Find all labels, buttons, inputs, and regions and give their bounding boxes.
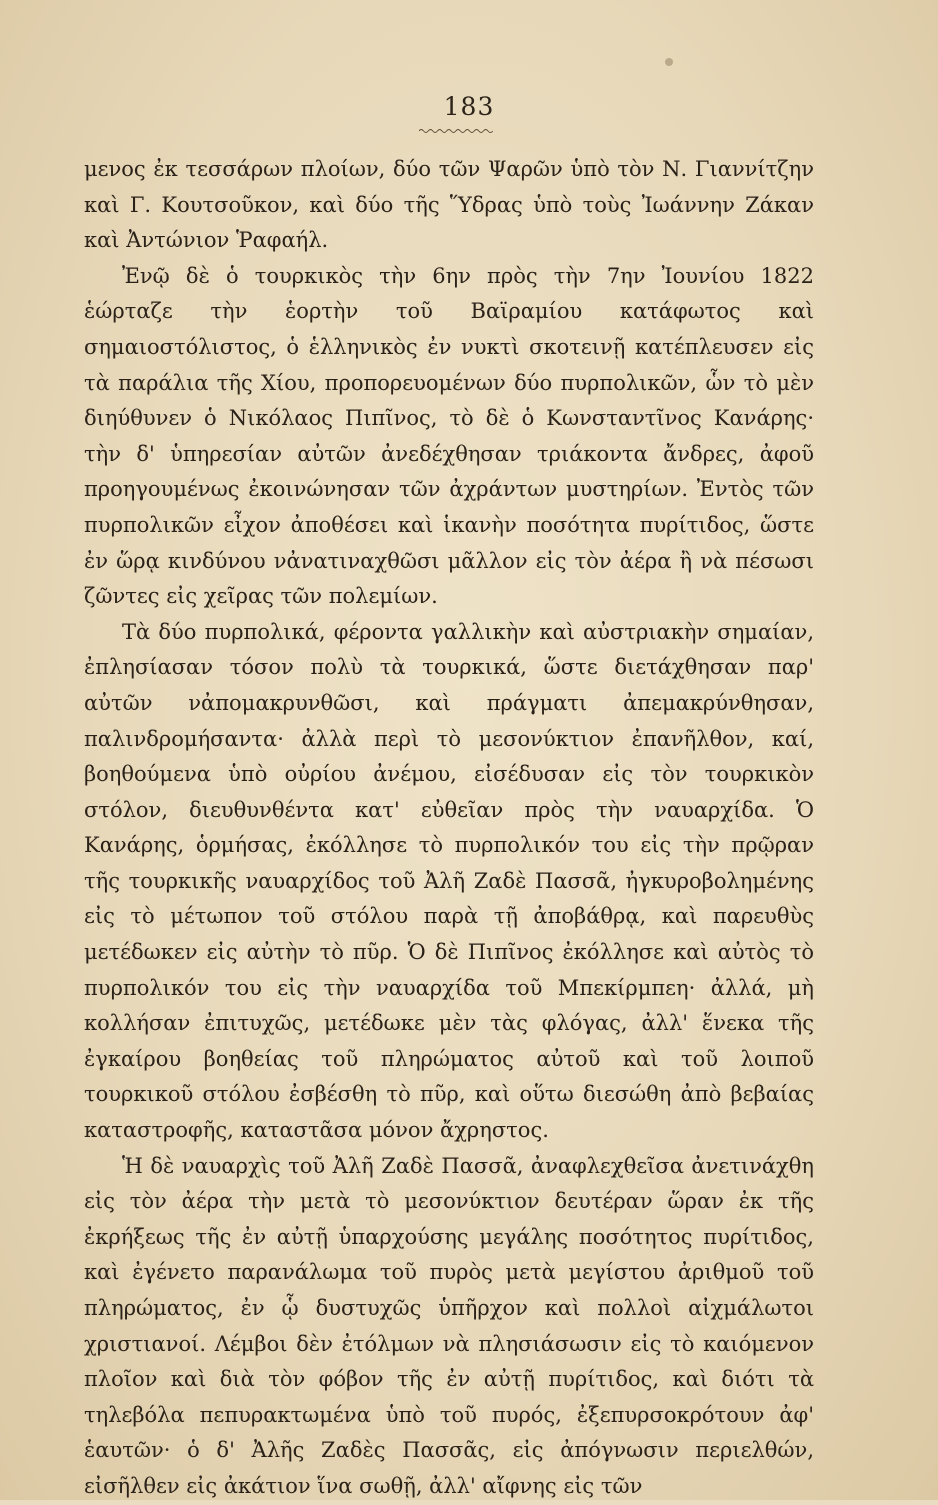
paragraph: μενος ἐκ τεσσάρων πλοίων, δύο τῶν Ψαρῶν ὑπὸ τὸν Ν. Γιαννίτζην καὶ Γ. Κουτσοῦκον, καὶ δύο τῆς Ὕδρας ὑπὸ τοὺς Ἰωάννην Ζάκαν καὶ Ἀντώνιον Ῥαφαήλ. (84, 157, 814, 253)
wavy-ornament-rule (419, 128, 493, 134)
ink-spot (665, 58, 673, 66)
page-number: 183 (443, 92, 495, 121)
body-text (84, 152, 814, 1505)
paragraph: Ἡ δὲ ναυαρχὶς τοῦ Ἀλῆ Ζαδὲ Πασσᾶ, ἀναφλεχθεῖσα ἀνετινάχθη εἰς τὸν ἀέρα τὴν μετὰ τὸ μεσονύκτιον δευτέραν ὥραν ἐκ τῆς ἐκρήξεως τῆς ἐν αὐτῇ ὑπαρχούσης μεγάλης ποσότητος πυρίτιδος, καὶ ἐγένετο παρανάλωμα τοῦ πυρὸς μετὰ μεγίστου ἀριθμοῦ τοῦ πληρώματος, ἐν ᾧ δυστυχῶς ὑπῆρχον καὶ πολλοὶ αἰχμάλωτοι χριστιανοί. Λέμβοι δὲν ἐτόλμων νὰ πλησιάσωσιν εἰς τὸ καιόμενον πλοῖον καὶ διὰ τὸν φόβον τῆς ἐν αὐτῇ πυρίτιδος, καὶ διότι τὰ τηλεβόλα πεπυρακτωμένα ὑπὸ τοῦ πυρός, ἐξεπυρσοκρότουν ἀφ' ἑαυτῶν· ὁ δ' Ἀλῆς Ζαδὲς Πασσᾶς, εἰς ἀπόγνωσιν περιελθών, εἰσῆλθεν εἰς ἀκάτιον ἵνα σωθῇ, ἀλλ' αἴφνης εἰς τῶν (84, 1153, 814, 1498)
paragraph: Τὰ δύο πυρπολικά, φέροντα γαλλικὴν καὶ αὐστριακὴν σημαίαν, ἐπλησίασαν τόσον πολὺ τὰ τουρκικά, ὥστε διετάχθησαν παρ' αὐτῶν νἀπομακρυνθῶσι, καὶ πράγματι ἀπεμακρύνθησαν, παλινδρομήσαντα· ἀλλὰ περὶ τὸ μεσονύκτιον ἐπανῆλθον, καί, βοηθούμενα ὑπὸ οὐρίου ἀνέμου, εἰσέδυσαν εἰς τὸν τουρκικὸν στόλον, διευθυνθέντα κατ' εὐθεῖαν πρὸς τὴν ναυαρχίδα. Ὁ Κανάρης, ὁρμήσας, ἐκόλλησε τὸ πυρπολικόν του εἰς τὴν πρῷραν τῆς τουρκικῆς ναυαρχίδος τοῦ Ἀλῆ Ζαδὲ Πασσᾶ, ἠγκυροβολημένης εἰς τὸ μέτωπον τοῦ στόλου παρὰ τῇ ἀποβάθρᾳ, καὶ παρευθὺς μετέδωκεν εἰς αὐτὴν τὸ πῦρ. Ὁ δὲ Πιπῖνος ἐκόλλησε καὶ αὐτὸς τὸ πυρπολικόν του εἰς τὴν ναυαρχίδα τοῦ Μπεκίρμπεη· ἀλλά, μὴ κολλήσαν ἐπιτυχῶς, μετέδωκε μὲν τὰς φλόγας, ἀλλ' ἕνεκα τῆς ἐγκαίρου βοηθείας τοῦ πληρώματος αὐτοῦ καὶ τοῦ λοιποῦ τουρκικοῦ στόλου ἐσβέσθη τὸ πῦρ, καὶ οὕτω διεσώθη ἀπὸ βεβαίας καταστροφῆς, καταστᾶσα μόνον ἄχρηστος. (84, 619, 814, 1143)
paragraph: Ἐνῷ δὲ ὁ τουρκικὸς τὴν 6ην πρὸς τὴν 7ην Ἰουνίου 1822 ἑώρταζε τὴν ἑορτὴν τοῦ Βαϊραμίου κατάφωτος καὶ σημαιοστόλιστος, ὁ ἑλληνικὸς ἐν νυκτὶ σκοτεινῇ κατέπλευσεν εἰς τὰ παράλια τῆς Χίου, προπορευομένων δύο πυρπολικῶν, ὧν τὸ μὲν διηύθυνεν ὁ Νικόλαος Πιπῖνος, τὸ δὲ ὁ Κωνσταντῖνος Κανάρης· τὴν δ' ὑπηρεσίαν αὐτῶν ἀνεδέχθησαν τριάκοντα ἄνδρες, ἀφοῦ προηγουμένως ἐκοινώνησαν τῶν ἀχράντων μυστηρίων. Ἐντὸς τῶν πυρπολικῶν εἶχον ἀποθέσει καὶ ἱκανὴν ποσότητα πυρίτιδος, ὥστε ἐν ὥρᾳ κινδύνου νἀνατιναχθῶσι μᾶλλον εἰς τὸν ἀέρα ἢ νὰ πέσωσι ζῶντες εἰς χεῖρας τῶν πολεμίων. (84, 263, 814, 609)
